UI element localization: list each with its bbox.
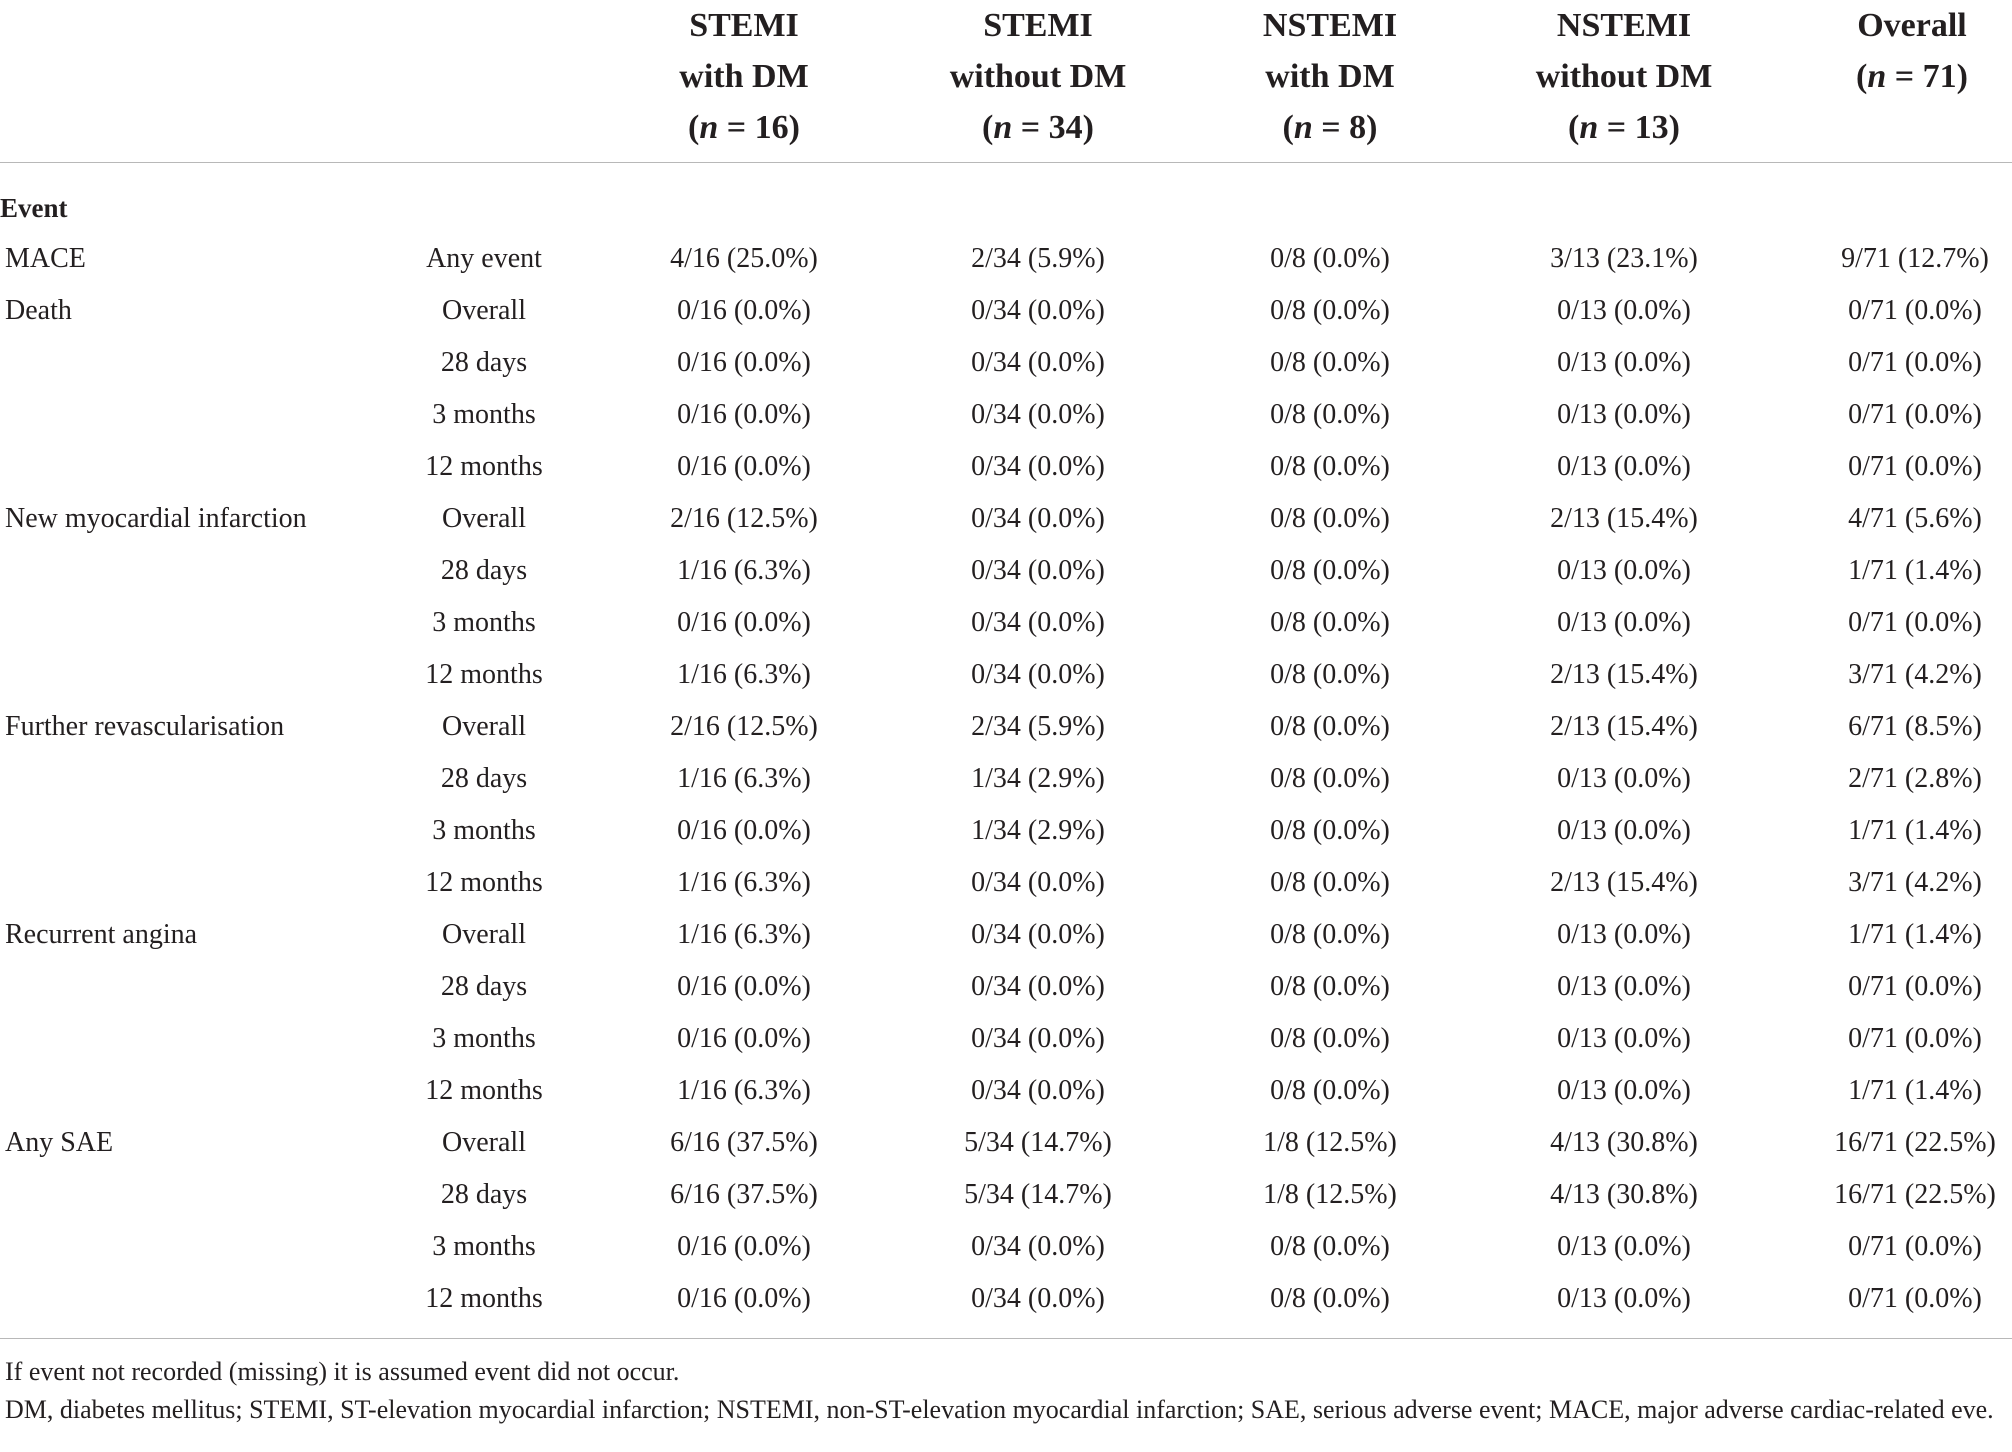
row-timepoint-label: Overall xyxy=(442,295,526,326)
column-header-line2: without DM xyxy=(949,58,1127,95)
table-cell: 0/13 (0.0%) xyxy=(1557,295,1691,326)
table-row xyxy=(0,1273,2012,1325)
table-cell: 0/8 (0.0%) xyxy=(1270,503,1390,534)
table-row xyxy=(0,545,2012,597)
table-cell: 0/13 (0.0%) xyxy=(1557,1075,1691,1106)
table-cell: 0/13 (0.0%) xyxy=(1557,1231,1691,1262)
table-cell: 4/13 (30.8%) xyxy=(1550,1127,1698,1158)
table-cell: 0/34 (0.0%) xyxy=(971,1231,1105,1262)
table-cell: 0/16 (0.0%) xyxy=(677,1283,811,1314)
header-divider xyxy=(0,162,2012,163)
table-cell: 0/8 (0.0%) xyxy=(1270,711,1390,742)
table-cell: 0/71 (0.0%) xyxy=(1848,607,1982,638)
table-cell: 0/71 (0.0%) xyxy=(1848,399,1982,430)
row-timepoint-label: 12 months xyxy=(425,1075,543,1106)
row-event-label: Death xyxy=(5,295,72,326)
table-cell: 0/34 (0.0%) xyxy=(971,1283,1105,1314)
table-cell: 0/16 (0.0%) xyxy=(677,971,811,1002)
table-row xyxy=(0,285,2012,337)
table-cell: 0/16 (0.0%) xyxy=(677,607,811,638)
table-cell: 4/71 (5.6%) xyxy=(1848,503,1982,534)
table-cell: 0/34 (0.0%) xyxy=(971,1023,1105,1054)
table-row xyxy=(0,961,2012,1013)
column-header-n-value: = 71 xyxy=(1886,58,1957,95)
table-row xyxy=(0,649,2012,701)
table-row xyxy=(0,1221,2012,1273)
table-row xyxy=(0,233,2012,285)
table-cell: 1/16 (6.3%) xyxy=(677,867,811,898)
column-header-n-value: = 16 xyxy=(718,109,789,146)
column-header-n: (n = 71) xyxy=(1856,58,1968,95)
table-cell: 6/16 (37.5%) xyxy=(670,1179,818,1210)
row-event-label: MACE xyxy=(5,243,86,274)
table-cell: 0/34 (0.0%) xyxy=(971,451,1105,482)
column-header-n-value: = 34 xyxy=(1012,109,1083,146)
table-cell: 0/34 (0.0%) xyxy=(971,971,1105,1002)
table-cell: 0/8 (0.0%) xyxy=(1270,763,1390,794)
table-cell: 16/71 (22.5%) xyxy=(1834,1127,1996,1158)
column-header-stemi-without-dm xyxy=(928,0,1148,153)
row-timepoint-label: 28 days xyxy=(440,1179,528,1210)
row-timepoint-label: 3 months xyxy=(432,815,536,846)
table-cell: 0/16 (0.0%) xyxy=(677,295,811,326)
table-cell: 0/13 (0.0%) xyxy=(1557,1023,1691,1054)
table-cell: 3/71 (4.2%) xyxy=(1848,659,1982,690)
row-event-label: New myocardial infarction xyxy=(5,503,307,534)
table-row xyxy=(0,389,2012,441)
row-timepoint-label: Overall xyxy=(442,711,526,742)
table-cell: 0/8 (0.0%) xyxy=(1270,1231,1390,1262)
table-cell: 2/16 (12.5%) xyxy=(670,711,818,742)
table-cell: 2/71 (2.8%) xyxy=(1848,763,1982,794)
row-timepoint-label: 3 months xyxy=(432,399,536,430)
table-row xyxy=(0,753,2012,805)
table-cell: 0/71 (0.0%) xyxy=(1848,347,1982,378)
column-header-n-value: = 8 xyxy=(1312,109,1367,146)
table-row xyxy=(0,597,2012,649)
row-timepoint-label: Any event xyxy=(426,243,542,274)
column-header-line2: without DM xyxy=(1535,58,1713,95)
table-cell: 0/16 (0.0%) xyxy=(677,451,811,482)
table-cell: 1/34 (2.9%) xyxy=(971,763,1105,794)
table-cell: 0/34 (0.0%) xyxy=(971,503,1105,534)
table-cell: 0/8 (0.0%) xyxy=(1270,347,1390,378)
table-cell: 1/16 (6.3%) xyxy=(677,659,811,690)
table-cell: 2/13 (15.4%) xyxy=(1550,867,1698,898)
table-cell: 3/71 (4.2%) xyxy=(1848,867,1982,898)
table-row xyxy=(0,1169,2012,1221)
table-cell: 0/34 (0.0%) xyxy=(971,295,1105,326)
column-header-n-value: = 13 xyxy=(1598,109,1669,146)
table-cell: 0/13 (0.0%) xyxy=(1557,555,1691,586)
row-timepoint-label: 28 days xyxy=(440,971,528,1002)
table-cell: 0/13 (0.0%) xyxy=(1557,607,1691,638)
column-header-n-label: n xyxy=(1579,109,1599,146)
column-header-n: (n = 34) xyxy=(982,109,1094,146)
column-header-n-label: n xyxy=(1293,109,1313,146)
table-cell: 0/16 (0.0%) xyxy=(677,1023,811,1054)
table-cell: 2/34 (5.9%) xyxy=(971,711,1105,742)
table-cell: 0/13 (0.0%) xyxy=(1557,919,1691,950)
column-header-line1: NSTEMI xyxy=(1262,7,1398,44)
table-cell: 2/13 (15.4%) xyxy=(1550,503,1698,534)
table-cell: 0/8 (0.0%) xyxy=(1270,555,1390,586)
table-row xyxy=(0,1065,2012,1117)
row-timepoint-label: 12 months xyxy=(425,451,543,482)
table-cell: 0/8 (0.0%) xyxy=(1270,659,1390,690)
table-cell: 0/34 (0.0%) xyxy=(971,555,1105,586)
table-cell: 0/13 (0.0%) xyxy=(1557,971,1691,1002)
table-cell: 0/8 (0.0%) xyxy=(1270,815,1390,846)
table-cell: 0/16 (0.0%) xyxy=(677,1231,811,1262)
table-cell: 0/13 (0.0%) xyxy=(1557,1283,1691,1314)
table-row xyxy=(0,701,2012,753)
table-cell: 0/13 (0.0%) xyxy=(1557,815,1691,846)
table-row xyxy=(0,337,2012,389)
table-cell: 6/16 (37.5%) xyxy=(670,1127,818,1158)
table-cell: 1/71 (1.4%) xyxy=(1848,815,1982,846)
column-header-line2: with DM xyxy=(1265,58,1395,95)
row-timepoint-label: 12 months xyxy=(425,867,543,898)
table-cell: 0/16 (0.0%) xyxy=(677,347,811,378)
table-cell: 1/71 (1.4%) xyxy=(1848,1075,1982,1106)
table-cell: 0/34 (0.0%) xyxy=(971,1075,1105,1106)
footnote-missing: If event not recorded (missing) it is assumed event did not occur. xyxy=(5,1357,680,1386)
table-cell: 0/71 (0.0%) xyxy=(1848,295,1982,326)
table-cell: 0/8 (0.0%) xyxy=(1270,399,1390,430)
table-cell: 0/34 (0.0%) xyxy=(971,607,1105,638)
table-cell: 0/71 (0.0%) xyxy=(1848,1023,1982,1054)
table-cell: 1/8 (12.5%) xyxy=(1263,1127,1397,1158)
table-cell: 0/8 (0.0%) xyxy=(1270,867,1390,898)
column-header-nstemi-with-dm xyxy=(1220,0,1440,153)
table-cell: 0/8 (0.0%) xyxy=(1270,1023,1390,1054)
table-cell: 0/71 (0.0%) xyxy=(1848,1283,1982,1314)
column-header-n-label: n xyxy=(993,109,1013,146)
row-event-label: Further revascularisation xyxy=(5,711,285,742)
table-cell: 2/13 (15.4%) xyxy=(1550,711,1698,742)
column-header-line1: STEMI xyxy=(983,7,1093,44)
row-timepoint-label: 3 months xyxy=(432,1023,536,1054)
table-cell: 1/71 (1.4%) xyxy=(1848,555,1982,586)
table-cell: 2/34 (5.9%) xyxy=(971,243,1105,274)
table-cell: 0/8 (0.0%) xyxy=(1270,919,1390,950)
column-header-nstemi-without-dm xyxy=(1514,0,1734,153)
row-timepoint-label: 12 months xyxy=(425,1283,543,1314)
table-cell: 0/8 (0.0%) xyxy=(1270,451,1390,482)
column-header-n-label: n xyxy=(1867,58,1887,95)
column-header-overall xyxy=(1812,0,2012,102)
table-cell: 16/71 (22.5%) xyxy=(1834,1179,1996,1210)
table-row xyxy=(0,805,2012,857)
table-cell: 9/71 (12.7%) xyxy=(1841,243,1989,274)
table-cell: 0/8 (0.0%) xyxy=(1270,1283,1390,1314)
table-cell: 0/8 (0.0%) xyxy=(1270,971,1390,1002)
row-event-label: Any SAE xyxy=(5,1127,114,1158)
table-cell: 0/8 (0.0%) xyxy=(1270,295,1390,326)
row-timepoint-label: Overall xyxy=(442,1127,526,1158)
row-timepoint-label: 3 months xyxy=(432,607,536,638)
table-cell: 0/34 (0.0%) xyxy=(971,867,1105,898)
table-cell: 0/8 (0.0%) xyxy=(1270,1075,1390,1106)
table-row xyxy=(0,1117,2012,1169)
table-cell: 1/16 (6.3%) xyxy=(677,1075,811,1106)
table-cell: 5/34 (14.7%) xyxy=(964,1127,1112,1158)
table-cell: 0/34 (0.0%) xyxy=(971,347,1105,378)
table-cell: 4/13 (30.8%) xyxy=(1550,1179,1698,1210)
column-header-line2: with DM xyxy=(679,58,809,95)
table-cell: 0/34 (0.0%) xyxy=(971,659,1105,690)
table-cell: 3/13 (23.1%) xyxy=(1550,243,1698,274)
table-cell: 0/34 (0.0%) xyxy=(971,919,1105,950)
table-cell: 0/71 (0.0%) xyxy=(1848,971,1982,1002)
column-header-line1: Overall xyxy=(1857,7,1967,44)
section-label-event: Event xyxy=(0,193,68,223)
table-cell: 1/16 (6.3%) xyxy=(677,919,811,950)
row-timepoint-label: 12 months xyxy=(425,659,543,690)
table-cell: 0/13 (0.0%) xyxy=(1557,763,1691,794)
table-cell: 0/13 (0.0%) xyxy=(1557,451,1691,482)
table-cell: 0/13 (0.0%) xyxy=(1557,347,1691,378)
table-cell: 1/16 (6.3%) xyxy=(677,555,811,586)
column-header-n: (n = 16) xyxy=(688,109,800,146)
table-cell: 0/16 (0.0%) xyxy=(677,815,811,846)
table-cell: 1/34 (2.9%) xyxy=(971,815,1105,846)
footer-divider xyxy=(0,1338,2012,1339)
table-cell: 0/8 (0.0%) xyxy=(1270,243,1390,274)
table-cell: 1/8 (12.5%) xyxy=(1263,1179,1397,1210)
column-header-stemi-with-dm xyxy=(634,0,854,153)
row-timepoint-label: 28 days xyxy=(440,763,528,794)
table-cell: 0/71 (0.0%) xyxy=(1848,1231,1982,1262)
table-cell: 4/16 (25.0%) xyxy=(670,243,818,274)
table-cell: 2/13 (15.4%) xyxy=(1550,659,1698,690)
row-timepoint-label: Overall xyxy=(442,503,526,534)
table-row xyxy=(0,857,2012,909)
table-row xyxy=(0,441,2012,493)
row-timepoint-label: 28 days xyxy=(440,347,528,378)
table-cell: 0/34 (0.0%) xyxy=(971,399,1105,430)
column-header-n: (n = 8) xyxy=(1282,109,1378,146)
table-row xyxy=(0,909,2012,961)
table-cell: 1/71 (1.4%) xyxy=(1848,919,1982,950)
table-cell: 2/16 (12.5%) xyxy=(670,503,818,534)
table-cell: 5/34 (14.7%) xyxy=(964,1179,1112,1210)
row-timepoint-label: 28 days xyxy=(440,555,528,586)
row-event-label: Recurrent angina xyxy=(5,919,198,950)
column-header-n-label: n xyxy=(699,109,719,146)
column-header-n: (n = 13) xyxy=(1568,109,1680,146)
row-timepoint-label: 3 months xyxy=(432,1231,536,1262)
table-cell: 0/8 (0.0%) xyxy=(1270,607,1390,638)
table-row xyxy=(0,493,2012,545)
column-header-line1: NSTEMI xyxy=(1556,7,1692,44)
row-timepoint-label: Overall xyxy=(442,919,526,950)
table-cell: 6/71 (8.5%) xyxy=(1848,711,1982,742)
footnote-abbreviations: DM, diabetes mellitus; STEMI, ST-elevation myocardial infarction; NSTEMI, non-ST-elevation myocardial infarction; SAE, serious adverse event; MACE, major adverse cardiac-related eve. xyxy=(5,1395,1994,1424)
table-cell: 1/16 (6.3%) xyxy=(677,763,811,794)
table-cell: 0/16 (0.0%) xyxy=(677,399,811,430)
table-cell: 0/71 (0.0%) xyxy=(1848,451,1982,482)
table-cell: 0/13 (0.0%) xyxy=(1557,399,1691,430)
column-header-line1: STEMI xyxy=(689,7,799,44)
table-row xyxy=(0,1013,2012,1065)
